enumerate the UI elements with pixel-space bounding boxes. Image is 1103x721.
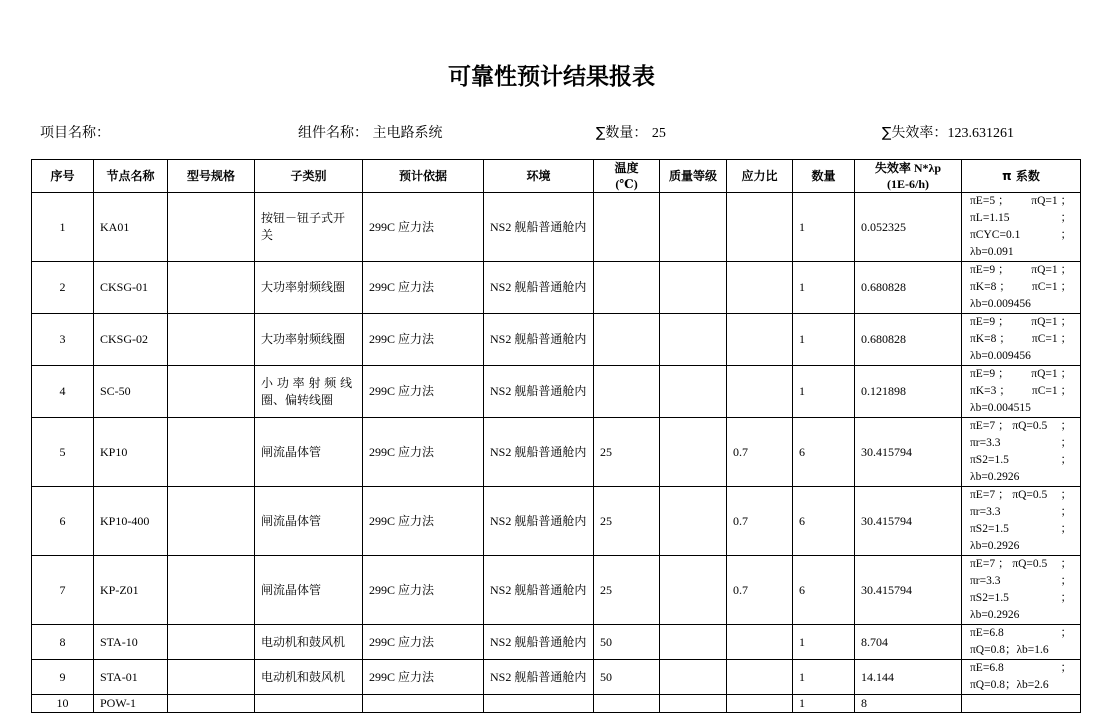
cell-seq: 7 (32, 556, 94, 625)
component-name-label: 组件名称： (298, 125, 368, 141)
table-row (32, 660, 1081, 695)
pi-factor-segment: πC=1 ； (1031, 281, 1072, 293)
cell-failure-rate: 8.704 (855, 625, 962, 660)
pi-factor-segment: πK=8 ； (970, 281, 1011, 293)
cell-subclass: 按钮－钮子式开关 (255, 193, 363, 262)
pi-factor-segment: ； (1060, 627, 1072, 639)
cell-basis (363, 695, 484, 713)
table-row (32, 366, 1081, 418)
cell-basis: 299C 应力法 (363, 660, 484, 695)
pi-factor-segment: λb=0.091 (970, 246, 1014, 258)
total-quantity (596, 122, 666, 142)
pi-factor-line (970, 504, 1072, 521)
cell-subclass: 小 功 率 射 频 线圈、偏转线圈 (255, 366, 363, 418)
table-row (32, 695, 1081, 713)
cell-seq: 3 (32, 314, 94, 366)
cell-failure-rate: 30.415794 (855, 487, 962, 556)
cell-model (168, 556, 255, 625)
cell-seq: 9 (32, 660, 94, 695)
pi-factor-segment: ； (1060, 558, 1072, 570)
cell-stress: 0.7 (727, 418, 793, 487)
total-failure-rate-value: 123.631261 (947, 126, 1014, 141)
cell-basis: 299C 应力法 (363, 625, 484, 660)
cell-failure-rate: 14.144 (855, 660, 962, 695)
cell-model (168, 314, 255, 366)
pi-factor-line (970, 227, 1072, 244)
cell-node-name: KP10-400 (94, 487, 168, 556)
cell-stress (727, 625, 793, 660)
table-header-row (32, 160, 1081, 193)
cell-stress (727, 314, 793, 366)
cell-model (168, 418, 255, 487)
pi-factor-line (970, 660, 1072, 677)
component-name (298, 122, 442, 142)
cell-stress (727, 193, 793, 262)
pi-factor-segment: πE=7 ； πQ=0.5 (970, 558, 1048, 570)
cell-subclass: 大功率射频线圈 (255, 262, 363, 314)
cell-pi-factor (962, 487, 1081, 556)
pi-factor-line (970, 452, 1072, 469)
pi-factor-line (970, 418, 1072, 435)
pi-factor-segment: πE=6.8 (970, 627, 1004, 639)
pi-factor-segment: πr=3.3 (970, 575, 1001, 587)
cell-environment: NS2 舰船普通舱内 (484, 262, 594, 314)
cell-quality (660, 262, 727, 314)
cell-quality (660, 314, 727, 366)
cell-environment (484, 695, 594, 713)
pi-factor-segment: ； (1060, 437, 1072, 449)
pi-factor-segment: πCYC=0.1 (970, 229, 1021, 241)
cell-failure-rate: 30.415794 (855, 556, 962, 625)
header-failure-rate (855, 160, 962, 193)
pi-factor-segment: πK=8 ； (970, 333, 1011, 345)
table-row (32, 193, 1081, 262)
pi-factor-segment: πE=9 ； (970, 368, 1010, 380)
header-node-name: 节点名称 (94, 160, 168, 193)
pi-factor-line (970, 314, 1072, 331)
cell-environment: NS2 舰船普通舱内 (484, 314, 594, 366)
cell-temperature (594, 193, 660, 262)
header-basis: 预计依据 (363, 160, 484, 193)
cell-stress (727, 262, 793, 314)
cell-quality (660, 660, 727, 695)
cell-pi-factor (962, 366, 1081, 418)
pi-factor-segment: πS2=1.5 (970, 454, 1009, 466)
pi-factor-segment: πS2=1.5 (970, 592, 1009, 604)
pi-factor-segment: ； (1060, 575, 1072, 587)
pi-factor-segment: πE=6.8 (970, 662, 1004, 674)
cell-environment: NS2 舰船普通舱内 (484, 418, 594, 487)
header-environment: 环境 (484, 160, 594, 193)
pi-factor-line (970, 383, 1072, 400)
pi-factor-segment: πE=9 ； (970, 264, 1010, 276)
cell-subclass: 大功率射频线圈 (255, 314, 363, 366)
pi-factor-segment: λb=0.004515 (970, 402, 1031, 414)
cell-temperature: 25 (594, 556, 660, 625)
cell-quantity: 1 (793, 366, 855, 418)
pi-factor-segment: πr=3.3 (970, 506, 1001, 518)
pi-factor-line (970, 366, 1072, 383)
cell-failure-rate: 0.121898 (855, 366, 962, 418)
cell-basis: 299C 应力法 (363, 418, 484, 487)
pi-factor-segment: λb=0.2926 (970, 609, 1020, 621)
cell-basis: 299C 应力法 (363, 556, 484, 625)
cell-model (168, 487, 255, 556)
cell-failure-rate: 30.415794 (855, 418, 962, 487)
cell-seq: 2 (32, 262, 94, 314)
cell-quantity: 1 (793, 625, 855, 660)
project-name-label: 项目名称： (40, 125, 110, 141)
cell-node-name: CKSG-02 (94, 314, 168, 366)
pi-factor-segment: λb=0.009456 (970, 298, 1031, 310)
cell-pi-factor (962, 695, 1081, 713)
pi-factor-segment: πr=3.3 (970, 437, 1001, 449)
pi-factor-line (970, 590, 1072, 607)
pi-factor-segment: ； (1060, 523, 1072, 535)
cell-subclass: 闸流晶体管 (255, 487, 363, 556)
cell-quantity: 6 (793, 418, 855, 487)
header-subclass: 子类别 (255, 160, 363, 193)
pi-factor-line (970, 556, 1072, 573)
pi-factor-segment: πE=7 ； πQ=0.5 (970, 420, 1048, 432)
cell-temperature (594, 262, 660, 314)
cell-subclass: 电动机和鼓风机 (255, 625, 363, 660)
cell-environment: NS2 舰船普通舱内 (484, 487, 594, 556)
pi-factor-segment: πQ=1 ； (1031, 195, 1072, 207)
cell-model (168, 660, 255, 695)
pi-factor-segment: λb=0.009456 (970, 350, 1031, 362)
cell-quality (660, 418, 727, 487)
cell-quality (660, 487, 727, 556)
pi-factor-line (970, 625, 1072, 642)
pi-factor-segment: λb=0.2926 (970, 540, 1020, 552)
cell-node-name: SC-50 (94, 366, 168, 418)
table-row (32, 418, 1081, 487)
cell-environment: NS2 舰船普通舱内 (484, 366, 594, 418)
cell-seq: 10 (32, 695, 94, 713)
cell-subclass (255, 695, 363, 713)
cell-model (168, 193, 255, 262)
pi-factor-segment: ； (1060, 229, 1072, 241)
pi-factor-line (970, 607, 1072, 624)
pi-factor-segment: πC=1 ； (1031, 333, 1072, 345)
table-row (32, 487, 1081, 556)
cell-model (168, 366, 255, 418)
header-pi-factor: π 系数 (962, 160, 1081, 193)
pi-factor-segment: ； (1060, 212, 1072, 224)
table-row (32, 262, 1081, 314)
cell-pi-factor (962, 193, 1081, 262)
cell-pi-factor (962, 625, 1081, 660)
cell-pi-factor (962, 660, 1081, 695)
table-body (32, 193, 1081, 713)
pi-factor-line (970, 279, 1072, 296)
cell-quantity: 1 (793, 314, 855, 366)
cell-model (168, 625, 255, 660)
cell-node-name: KP-Z01 (94, 556, 168, 625)
pi-factor-line (970, 210, 1072, 227)
cell-quality (660, 695, 727, 713)
cell-quality (660, 556, 727, 625)
total-failure-rate-label: ∑失效率： (882, 125, 948, 141)
cell-seq: 6 (32, 487, 94, 556)
cell-failure-rate: 0.052325 (855, 193, 962, 262)
cell-node-name: CKSG-01 (94, 262, 168, 314)
pi-factor-line (970, 435, 1072, 452)
cell-seq: 4 (32, 366, 94, 418)
pi-factor-segment: πQ=0.8；λb=1.6 (970, 644, 1049, 656)
pi-factor-segment: πQ=1 ； (1031, 368, 1072, 380)
table-row (32, 556, 1081, 625)
pi-factor-line (970, 244, 1072, 261)
pi-factor-line (970, 469, 1072, 486)
cell-temperature (594, 695, 660, 713)
pi-factor-line (970, 573, 1072, 590)
pi-factor-line (970, 538, 1072, 555)
pi-factor-segment: πE=7 ； πQ=0.5 (970, 489, 1048, 501)
cell-stress: 0.7 (727, 556, 793, 625)
pi-factor-line (970, 348, 1072, 365)
pi-factor-line (970, 193, 1072, 210)
reliability-table (31, 159, 1081, 713)
cell-temperature: 50 (594, 625, 660, 660)
header-failure-rate-line2: (1E-6/h) (887, 177, 929, 191)
pi-factor-segment: λb=0.2926 (970, 471, 1020, 483)
cell-node-name: POW-1 (94, 695, 168, 713)
cell-environment: NS2 舰船普通舱内 (484, 660, 594, 695)
cell-basis: 299C 应力法 (363, 487, 484, 556)
pi-factor-line (970, 677, 1072, 694)
table-row (32, 314, 1081, 366)
cell-basis: 299C 应力法 (363, 314, 484, 366)
pi-factor-line (970, 642, 1072, 659)
header-temperature (594, 160, 660, 193)
cell-quantity: 1 (793, 660, 855, 695)
pi-factor-line (970, 262, 1072, 279)
cell-temperature (594, 366, 660, 418)
cell-stress (727, 660, 793, 695)
cell-node-name: KP10 (94, 418, 168, 487)
total-quantity-label: ∑数量： (596, 125, 648, 141)
header-temperature-line2: (℃) (615, 177, 638, 191)
header-seq: 序号 (32, 160, 94, 193)
header-failure-rate-line1: 失效率 N*λp (874, 161, 942, 175)
cell-quality (660, 366, 727, 418)
cell-environment: NS2 舰船普通舱内 (484, 556, 594, 625)
pi-factor-segment: πQ=0.8；λb=2.6 (970, 679, 1049, 691)
component-name-value: 主电路系统 (372, 125, 443, 141)
cell-pi-factor (962, 262, 1081, 314)
pi-factor-line (970, 296, 1072, 313)
pi-factor-line (970, 400, 1072, 417)
pi-factor-segment: πE=9 ； (970, 316, 1010, 328)
cell-pi-factor (962, 556, 1081, 625)
pi-factor-segment: ； (1060, 592, 1072, 604)
total-quantity-value: 25 (651, 126, 666, 141)
cell-environment: NS2 舰船普通舱内 (484, 625, 594, 660)
cell-quantity: 1 (793, 262, 855, 314)
cell-subclass: 闸流晶体管 (255, 418, 363, 487)
pi-factor-segment: πQ=1 ； (1031, 316, 1072, 328)
pi-factor-line (970, 487, 1072, 504)
pi-factor-line (970, 521, 1072, 538)
cell-failure-rate: 0.680828 (855, 314, 962, 366)
header-temperature-line1: 温度 (614, 161, 639, 175)
pi-factor-segment: πS2=1.5 (970, 523, 1009, 535)
cell-subclass: 闸流晶体管 (255, 556, 363, 625)
cell-basis: 299C 应力法 (363, 262, 484, 314)
cell-seq: 8 (32, 625, 94, 660)
cell-node-name: KA01 (94, 193, 168, 262)
cell-temperature: 25 (594, 487, 660, 556)
cell-quantity: 1 (793, 695, 855, 713)
cell-seq: 5 (32, 418, 94, 487)
pi-factor-segment: πC=1 ； (1031, 385, 1072, 397)
header-model: 型号规格 (168, 160, 255, 193)
total-failure-rate (882, 122, 1014, 142)
cell-quantity: 1 (793, 193, 855, 262)
cell-failure-rate: 0.680828 (855, 262, 962, 314)
cell-stress (727, 366, 793, 418)
header-quantity: 数量 (793, 160, 855, 193)
cell-model (168, 695, 255, 713)
header-stress: 应力比 (727, 160, 793, 193)
pi-factor-segment: πK=3 ； (970, 385, 1011, 397)
cell-quantity: 6 (793, 487, 855, 556)
cell-pi-factor (962, 314, 1081, 366)
cell-temperature (594, 314, 660, 366)
table-row (32, 625, 1081, 660)
pi-factor-segment: ； (1060, 454, 1072, 466)
cell-failure-rate: 8 (855, 695, 962, 713)
pi-factor-segment: πE=5 ； (970, 195, 1010, 207)
header-quality: 质量等级 (660, 160, 727, 193)
pi-factor-segment: ； (1060, 662, 1072, 674)
cell-quantity: 6 (793, 556, 855, 625)
cell-model (168, 262, 255, 314)
pi-factor-line (970, 331, 1072, 348)
pi-factor-segment: πQ=1 ； (1031, 264, 1072, 276)
cell-stress: 0.7 (727, 487, 793, 556)
report-title: 可靠性预计结果报表 (448, 64, 655, 90)
cell-temperature: 50 (594, 660, 660, 695)
cell-node-name: STA-01 (94, 660, 168, 695)
cell-subclass: 电动机和鼓风机 (255, 660, 363, 695)
cell-basis: 299C 应力法 (363, 366, 484, 418)
cell-node-name: STA-10 (94, 625, 168, 660)
cell-quality (660, 193, 727, 262)
cell-pi-factor (962, 418, 1081, 487)
cell-quality (660, 625, 727, 660)
pi-factor-segment: ； (1060, 489, 1072, 501)
cell-basis: 299C 应力法 (363, 193, 484, 262)
cell-stress (727, 695, 793, 713)
cell-seq: 1 (32, 193, 94, 262)
cell-temperature: 25 (594, 418, 660, 487)
pi-factor-segment: ； (1060, 506, 1072, 518)
pi-factor-segment: πL=1.15 (970, 212, 1010, 224)
cell-environment: NS2 舰船普通舱内 (484, 193, 594, 262)
pi-factor-segment: ； (1060, 420, 1072, 432)
